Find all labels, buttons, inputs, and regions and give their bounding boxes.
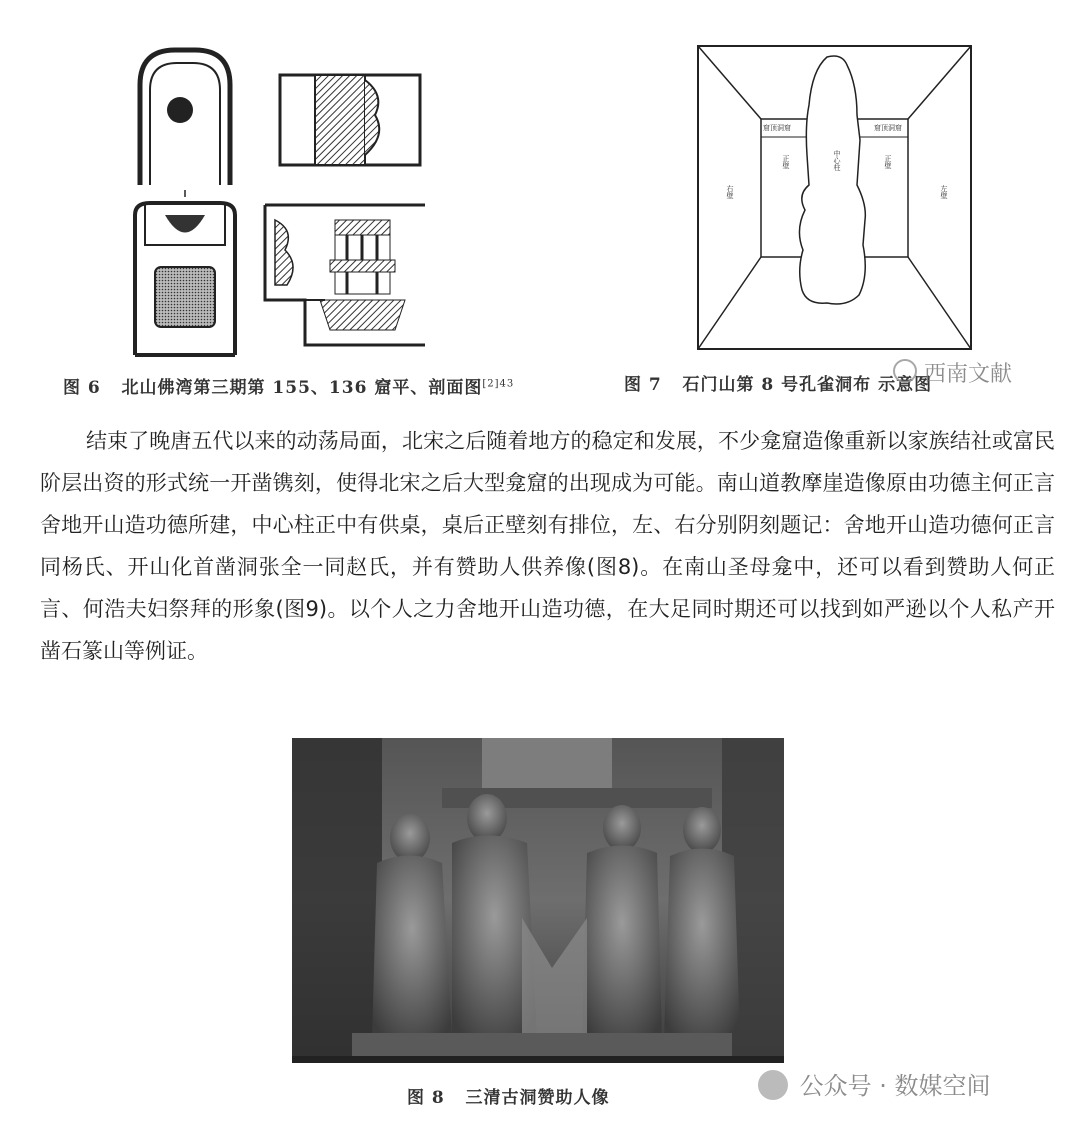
watermark-top — [893, 357, 1012, 388]
watermark-bottom — [758, 1066, 991, 1101]
figure-8-caption-prefix: 图 8 — [407, 1088, 445, 1108]
figure-7-caption — [624, 370, 932, 395]
figure-7-diagram — [697, 45, 972, 350]
figure-6-citation: [2]43 — [482, 378, 515, 390]
figure-6-caption-prefix: 图 6 — [63, 378, 101, 398]
fig7-label-top-left: 窟顶洞窟 — [763, 124, 791, 132]
watermark-top-icon — [893, 359, 917, 383]
figure-6-caption-text: 北山佛湾第三期第 155、136 窟平、剖面图 — [121, 378, 483, 398]
figure-6-caption — [63, 373, 514, 398]
figure-7-caption-prefix: 图 7 — [624, 375, 662, 395]
figure-7-caption-tail: 示意图 — [878, 375, 933, 395]
fig7-label-center: 中心柱 — [833, 150, 841, 171]
wechat-icon — [758, 1070, 788, 1100]
watermark-top-text: 西南文献 — [924, 362, 1013, 387]
watermark-bottom-text: 公众号 · 数媒空间 — [799, 1072, 991, 1100]
fig7-label-top-right: 窟顶洞窟 — [874, 124, 902, 132]
fig7-label-right-front: 正壁 — [884, 155, 892, 169]
figure-8-caption-text: 三清古洞赞助人像 — [465, 1088, 610, 1108]
figure-6-drawing — [125, 45, 425, 360]
fig7-label-left-front: 正壁 — [782, 155, 790, 169]
figure-8-caption — [407, 1083, 610, 1108]
fig7-label-right: 左壁 — [940, 185, 948, 199]
figure-7-caption-text: 石门山第 8 号孔雀洞布 — [682, 375, 872, 395]
body-paragraph: 结束了晚唐五代以来的动荡局面，北宋之后随着地方的稳定和发展，不少龛窟造像重新以家族结社或富民阶层出资的形式统一开凿镌刻，使得北宋之后大型龛窟的出现成为可能。南山道教摩崖造像原由功德主何正言舍地开山造功德所建，中心柱正中有供桌，桌后正壁刻有排位，左、右分别阴刻题记：舍地开山造功德何正言同杨氏、开山化首凿洞张全一同赵氏，并有赞助人供养像(图8)。在南山圣母龛中，还可以看到赞助人何正言、何浩夫妇祭拜的形象(图9)。以个人之力舍地开山造功德，在大足同时期还可以找到如严逊以个人私产开凿石篆山等例证。 — [40, 429, 1055, 663]
fig7-label-left: 右壁 — [726, 185, 734, 199]
figure-8-photo — [292, 738, 784, 1063]
